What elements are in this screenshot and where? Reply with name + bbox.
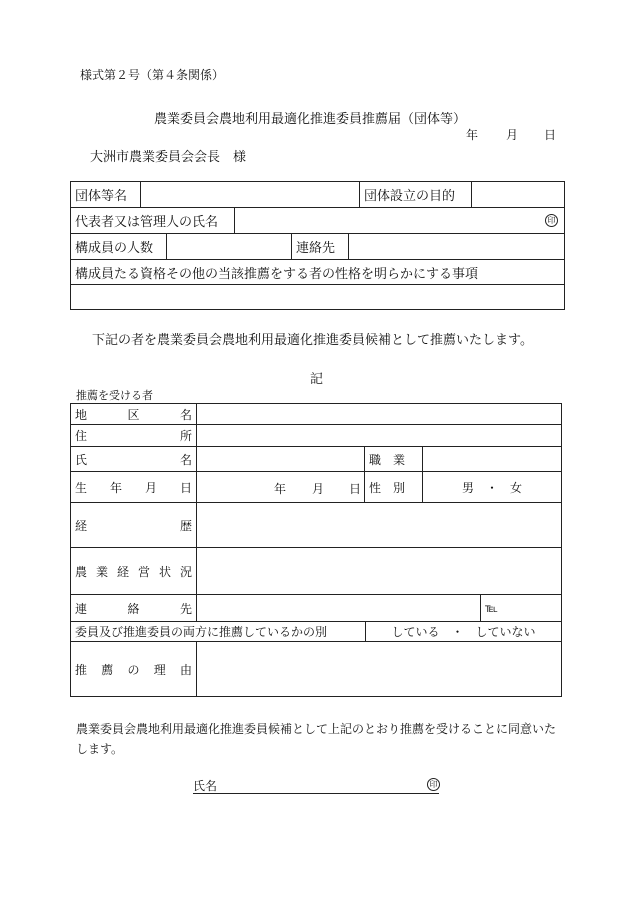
date-month: 月: [506, 128, 519, 142]
reason-label: 推薦の理由: [71, 642, 197, 697]
date-year: 年: [466, 128, 479, 142]
ki-heading: 記: [310, 372, 324, 387]
contact-row: [197, 595, 562, 622]
group-name-field[interactable]: [141, 182, 360, 208]
career-label: 経 歴: [71, 503, 197, 548]
occupation-label: 職 業: [365, 447, 423, 471]
representative-field[interactable]: [235, 208, 564, 233]
birthdate-year: 年: [274, 482, 287, 496]
farm-status-label: 農業経営状況: [71, 548, 197, 595]
birthdate-day: 日: [349, 482, 362, 496]
career-field[interactable]: [197, 503, 562, 548]
consent-text: 農業委員会農地利用最適化推進委員候補として上記のとおり推薦を受けることに同意いたします。: [76, 722, 557, 756]
contact-label: 連絡先: [292, 234, 349, 259]
signature-line[interactable]: [193, 777, 439, 794]
district-label: 地 区 名: [71, 404, 197, 425]
farm-status-field[interactable]: [197, 548, 562, 595]
nominee-heading: 推薦を受ける者: [76, 389, 153, 402]
contact-field[interactable]: [349, 234, 564, 259]
member-count-label: 構成員の人数: [71, 234, 167, 259]
contact-field-nominee[interactable]: [197, 595, 481, 621]
address-field[interactable]: [197, 425, 562, 447]
name-field[interactable]: [197, 447, 365, 471]
nominee-table: [70, 403, 562, 697]
dual-nomination-label: 委員及び推進委員の両方に推薦しているかの別: [71, 622, 366, 641]
member-count-row: [71, 234, 565, 260]
birthdate-label: 生 年 月 日: [71, 472, 197, 503]
member-count-field[interactable]: [167, 234, 292, 259]
address-label: 住 所: [71, 425, 197, 447]
purpose-field[interactable]: [472, 182, 564, 207]
tel-field[interactable]: [481, 595, 561, 621]
district-field[interactable]: [197, 404, 562, 425]
sex-options[interactable]: 男 ・ 女: [461, 480, 522, 495]
reason-field[interactable]: [197, 642, 562, 697]
purpose-cell: [360, 182, 565, 208]
contact-label-nominee: 連 絡 先: [71, 595, 197, 622]
birthdate-field[interactable]: [197, 472, 365, 502]
nomination-statement: 下記の者を農業委員会農地利用最適化推進委員候補として推薦いたします。: [92, 333, 533, 348]
organization-table: [70, 181, 565, 310]
occupation-field[interactable]: [423, 447, 561, 471]
seal-mark: 印: [545, 214, 558, 227]
addressee: 大洲市農業委員会会長 様: [90, 150, 247, 165]
representative-label: 代表者又は管理人の氏名: [71, 208, 235, 233]
representative-row: [71, 208, 565, 234]
group-name-label: 団体等名: [71, 182, 141, 208]
birthdate-row: [197, 472, 562, 503]
date-day: 日: [544, 128, 557, 142]
signature-seal: 印: [427, 778, 440, 791]
qualification-field[interactable]: [71, 285, 565, 310]
dual-nomination-row: [71, 622, 562, 642]
purpose-label: 団体設立の目的: [360, 182, 472, 207]
qualification-label: 構成員たる資格その他の当該推薦をする者の性格を明らかにする事項: [71, 260, 565, 285]
name-row: [197, 447, 562, 472]
dual-nomination-options[interactable]: している ・ していない: [391, 625, 536, 639]
sex-label: 性 別: [365, 472, 423, 502]
signature-label: 氏名: [193, 779, 218, 793]
tel-icon: ℡: [485, 601, 498, 615]
page-title: 農業委員会農地利用最適化推進委員推薦届（団体等）: [154, 112, 467, 127]
name-label: 氏 名: [71, 447, 197, 472]
form-number: 様式第２号（第４条関係）: [80, 68, 225, 82]
birthdate-month: 月: [312, 482, 325, 496]
